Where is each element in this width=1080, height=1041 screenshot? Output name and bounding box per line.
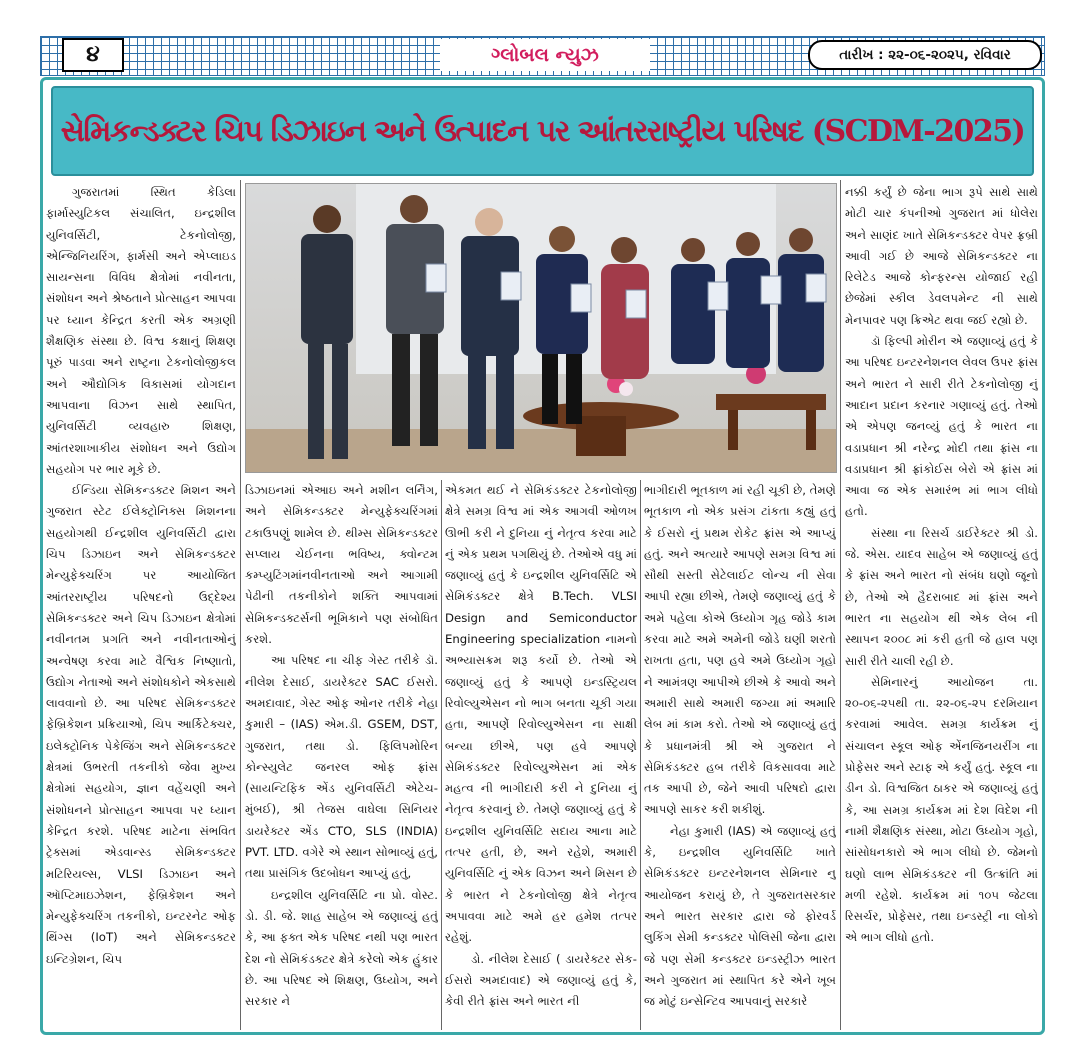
article-column-3 [445, 480, 637, 1032]
paragraph: ડો. નીલેશ દેસાઈ ( ડાયરેક્ટર સેક-ઈસરો અમદાવાદ) એ જણાવ્યું હતું કે, કેવી રીતે ફ્રાંસ અને ભારત ની [445, 951, 637, 1009]
column-divider [840, 180, 841, 1030]
paragraph: એકમત થઈ ને સેમિકંડક્ટર ટેકનોલોજી ક્ષેત્રે સમગ્ર વિશ્વ માં એક આગવી ઓળખ ઊભી કરી ને દુનિયા નું નેતૃત્વ કરવા માટે નું એક પ્રથમ પગથિયું છે. તેઓએ વધુ માં જણાવ્યું હતું કે ઇન્દ્રશીલ યુનિવર્સિટિ એ સેમિકંડક્ટર ક્ષેત્રે B.Tech. VLSI Design and Semiconductor Engineering specialization નામનો અભ્યાસક્રમ શરૂ કર્યો છે. તેઓ એ જણાવ્યું હતું કે આપણે ઇન્ડસ્ટ્રિયલ રિવોલ્યુએસન નો ભાગ બનતા ચૂકી ગયા હતા, આપણેૅ રિવોલ્યુએસન ના સાક્ષી બન્યા છીએ, પણ હવે આપણે સેમિકંડક્ટર રિવોલ્યુએસન માં એક મહત્વ ની ભાગીદારી કરી ને દુનિયા નું નેતૃત્વ કરવાનું છે. તેમણે જણાવ્યું હતું કે ઇન્દ્રશીલ યુનિવર્સિટિ સદાય આના માટે તત્પર હતી, છે, અને રહેશે, અમારી યુનિવર્સિટિ નું એક વિઝન અને મિસન છે કે ભારત ને ટેકનોલોજી ક્ષેત્રે નેતૃત્વ અપાવવા માટે અમે હર હમેશ તત્પર રહેશું. [445, 483, 637, 945]
paragraph: ડિઝાઇનમાં એઆઇ અને મશીન લર્નિંગ, અને સેમિકન્ડક્ટર મેન્યુફેક્ચરિંગમાં ટકાઉપણું શામેલ છે. થીમ્સ સેમિકન્ડક્ટર સપ્લાય ચેઈનના ભવિષ્ય, ક્વોન્ટમ કમ્પ્યુટિંગમાંનવીનતાઓ અને આગામી પેઢીની તકનીકોને શક્તિ આપવામાં સેમિકન્ડક્ટર્સની ભૂમિકાને પણ સંબોધિત કરશે. [245, 483, 438, 647]
article-column-2 [245, 480, 438, 1032]
paragraph: ભાગીદારી ભૂતકાળ માં રહી ચૂકી છે, તેમણે ભૂતકાળ નો એક પ્રસંગ ટાંકતા કહ્યું હતું કે ઈસરો નું પ્રથમ રોકેટ ફ્રાંસ એ આપ્યું હતું. અને અત્યારે આપણે સમગ્ર વિશ્વ માં સૌથી સસ્તી સેટેલાઈટ લોન્ચ ની સેવા આપી રહ્યા છીએ, તેમણે જણાવ્યું હતું કે અમે પહેલા કોએ ઉધ્યોગ ગૃહ જોડે કામ કરવા માટે અમે અમેની જોડે ઘણી શરતો રાખતા હતા, પણ હવે અમે ઉધ્યોગ ગૃહો ને આમંત્રણ આપીએ છીએ કે આવો અને અમારી સાથે અમારી જગ્યા માં અમારિ લેબ માં કામ કરો. તેઓ એ જણાવ્યું હતું કે પ્રધાનમંત્રી શ્રી એ ગુજરાત ને સેમિકંડક્ટર હબ તરીકે વિકસાવવા માટે તક આપી છે, જેને આવી પરિષદો દ્વારા આપણે સાકર કરી શકીશું. [644, 483, 836, 817]
paragraph: ડૉ ફિલ્પી મોરીન એ જણાવ્યું હતું કે આ પરિષદ ઇન્ટરનેશનલ લેવલ ઉપર ફ્રાંસ અને ભારત ને સારી રીતે ટેકનોલોજી નું આદાન પ્રદાન કરનાર ગણાવ્યું હતું. તેઓ એ એપણ જનવ્યું હતું કે ભારત ના વડાપ્રધાન શ્રી નરેન્દ્ર મોદી તથા ફ્રાંસ ના વડાપ્રધાન શ્રી ફ્રાંકોઈસ બેરો એ ફ્રાંસ માં આવા જ એક સમારંભ માં ભાગ લીધો હતો. [845, 334, 1038, 519]
paragraph: ઇન્દ્રશીલ યુનિવર્સિટિ ના પ્રો. વોસ્ટ. ડો. ડી. જે. શાહ સાહેબ એ જણાવ્યું હતું કે, આ ફક્ત એક પરિષદ નથી પણ ભારત દેશ નો સેમિકંડક્ટર ક્ષેત્રે કરેલો એક હુંકાર છે. આ પરિષદ એ શિક્ષણ, ઉધ્યોગ, અને સરકાર ને [245, 887, 438, 1009]
column-divider [441, 480, 442, 1030]
paragraph: ઈન્ડિયા સેમિકન્ડક્ટર મિશન અને ગુજરાત સ્ટેટ ઈલેક્ટ્રોનિક્સ મિશનના સહયોગથી ઈન્દ્રશીલ યુનિવર્સિટી દ્વારા ચિપ ડિઝાઇન અને સેમિકન્ડક્ટર મેન્યુફેક્ચરિંગ પર આયોજિત આંતરરાષ્ટ્રીય પરિષદનો ઉદ્દેશ્ય સેમિકન્ડક્ટર અને ચિપ ડિઝાઇન ક્ષેત્રોમાં નવીનતમ પ્રગતિ અને નવીનતાઓનું અન્વેષણ કરવા માટે વૈશ્વિક નિષ્ણાતો, ઉદ્યોગ નેતાઓ અને સંશોધકોને એકસાથે લાવવાનો છે. આ પરિષદ સેમિકન્ડક્ટર ફેબ્રિકેશન પ્રક્રિયાઓ, ચિપ આર્કિટેક્ચર, ઇલેક્ટ્રોનિક પેકેજિંગ અને સેમિકન્ડક્ટર ક્ષેત્રમાં ઉભરતી તકનીકો જેવા મુખ્ય ક્ષેત્રોમાં સહયોગ, જ્ઞાન વહેંચણી અને સંશોધનને પ્રોત્સાહન આપવા પર ધ્યાન કેન્દ્રિત કરશે. પરિષદ માટેના સંભવિત ટ્રેક્સમાં એડવાન્સ્ડ સેમિકન્ડક્ટર મટિરિયલ્સ, VLSI ડિઝાઇન અને ઑપ્ટિમાઇઝેશન, ફેબ્રિકેશન અને મેન્યુફેક્ચરિંગ તકનીકો, ઇન્ટરનેટ ઓફ થિંગ્સ (IoT) અને સેમિકન્ડક્ટર ઇન્ટિગ્રેશન, ચિપ [46, 483, 236, 966]
conference-photo [245, 183, 837, 473]
paragraph: નેહા કુમારી (IAS) એ જણાવ્યું હતું કે, ઇન્દ્રશીલ યુનિવર્સિટિ ખાતે સેમિકંડક્ટર ઇન્ટરનેશનલ સેમિનાર નુ આયોજન કરાયું છે, તે ગુજરાતસરકાર અને ભારત સરકાર દ્વારા જે ફોરવર્ડ લુકિંગ સેમી કન્ડક્ટર પોલિસી જેના દ્વારા જે પણ સેમી કન્ડક્ટર ઇન્ડસ્ટ્રીઝ ભારત અને ગુજરાત માં સ્થાપિત કરે એને ખૂબ જ મોટું ઇન્સેન્ટિવ આપવાનું સરકારે [644, 823, 836, 1009]
column-divider [240, 180, 241, 1030]
paragraph: ગુજરાતમાં સ્થિત કેડિલા ફાર્માસ્યુટિકલ સંચાલિત, ઇન્દ્રશીલ યુનિવર્સિટી, ટેકનોલોજી, એન્જિનિયરિંગ, ફાર્મસી અને એપ્લાઇડ સાયન્સના વિવિધ ક્ષેત્રોમાં નવીનતા, સંશોધન અને શ્રેષ્ઠતાને પ્રોત્સાહન આપવા પર ધ્યાન કેન્દ્રિત કરતી એક અગ્રણી શૈક્ષણિક સંસ્થા છે. વિશ્વ કક્ષાનું શિક્ષણ પૂરું પાડવા અને રાષ્ટ્રના ટેકનોલોજીકલ અને ઔદ્યોગિક વિકાસમાં યોગદાન આપવાના વિઝન સાથે સ્થાપિત, યુનિવર્સિટી વ્યવહારુ શિક્ષણ, આંતરશાખાકીય સંશોધન અને ઉદ્યોગ સહયોગ પર ભાર મૂકે છે. [46, 185, 236, 476]
paragraph: સેમિનારનું આયોજન તા. ૨૦-૦૬-૨૫થી તા. ૨૨-૦૬-૨૫ દરમિયાન કરવામાં આવેલ. સમગ્ર કાર્યક્રમ નું સંચાલન સ્કૂલ ઓફ એંનજિનયરીંગ ના પ્રોફેસર અને સ્ટાફ એ કર્યું હતું. સ્કૂલ ના ડીન ડો. વિશ્વજિત ઠાકર એ જણાવ્યું હતું કે, આ સમગ્ર કાર્યક્રમ માં દેશ વિદેશ ની નામી શૈક્ષણિક સંસ્થા, મોટા ઉધ્યોગ ગૃહો, સાંસોધનકારો એ ભાગ લીધો છે. જેમનો ઘણો લાભ સેમિકંડક્ટર ની ઉત્ક્રાંતિ માં મળી રહેશે. કાર્યક્રમ માં ૧૦૫ જેટલા રિસર્ચર, પ્રોફેસર, તથા ઇન્ડસ્ટ્રી ના લોકો એ ભાગ લીધો હતો. [845, 674, 1038, 945]
article-column-1 [46, 182, 236, 1032]
newspaper-name: ગ્લોબલ ન્યુઝ [440, 39, 650, 71]
photo-illustration [246, 184, 837, 473]
article-column-4 [644, 480, 836, 1032]
paragraph: આ પરિષદ ના ચીફ ગેસ્ટ તરીકે ડૉ. નીલેશ દેસાઈ, ડાયરેક્ટર SAC ઈસરો. અમદાવાદ, ગેસ્ટ ઓફ ઓનર તરીકે નેહા કુમારી – (IAS) એમ.ડી. GSEM, DST, ગુજરાત, તથા ડો. ફિલિપમોરિન કોન્સ્યુલેટ જનરલ ઓફ ફ્રાંસ (સાયન્ટિફિક એંડ યુનિવર્સિટી એટેચ-મુંબઈ), શ્રી તેજસ વાઘેલા સિનિયર ડાયરેક્ટર એંડ CTO, SLS (INDIA) PVT. LTD. વગેરે એ સ્થાન સોભાવ્યું હતું, તથા પ્રાસંગિક ઉદબોધન આપ્યું હતું, [245, 653, 438, 881]
article-headline: સેમિકન્ડક્ટર ચિપ ડિઝાઇન અને ઉત્પાદન પર આંતરરાષ્ટ્રીય પરિષદ (SCDM-2025) [51, 86, 1034, 176]
paragraph: સંસ્થા ના રિસર્ચ ડાઈરેક્ટર શ્રી ડો. જે. એસ. યાદવ સાહેબ એ જણાવ્યું હતું કે ફ્રાંસ અને ભારત નો સંબંધ ઘણો જૂનો છે, તેઓ એ હૈદરાબાદ માં ફ્રાંસ અને ભારત ના સહયોગ થી એક લેબ ની સ્થાપન ૨૦૦૮ માં કરી હતી જે હાલ પણ સારી રીતે ચાલી રહી છે. [845, 525, 1038, 668]
paragraph: નક્કી કર્યું છે જેના ભાગ રૂપે સાથે સાથે મોટી ચાર કંપનીઓ ગુજરાત માં ધોલેરા અને સાણંદ ખાતે સેમિકન્ડક્ટર વેપર ફ્રબ્રી આવી ગઈ છે આજે સેમિકન્ડક્ટર ના રિલેટેડ આજે કોન્ફરન્સ યોજાઈ રહી છેજેમાં સ્કીલ ડેવલપમેન્ટ ની સાથે મેનપાવર પણ ક્રિએટ થવા જઈ રહ્યો છે. [845, 185, 1038, 327]
article-column-5 [845, 182, 1038, 1032]
masthead [40, 36, 1045, 76]
publication-date: તારીખ : ૨૨-૦૬-૨૦૨૫, રવિવાર [808, 40, 1042, 70]
column-divider [640, 480, 641, 1030]
page-number: ૪ [62, 38, 124, 72]
